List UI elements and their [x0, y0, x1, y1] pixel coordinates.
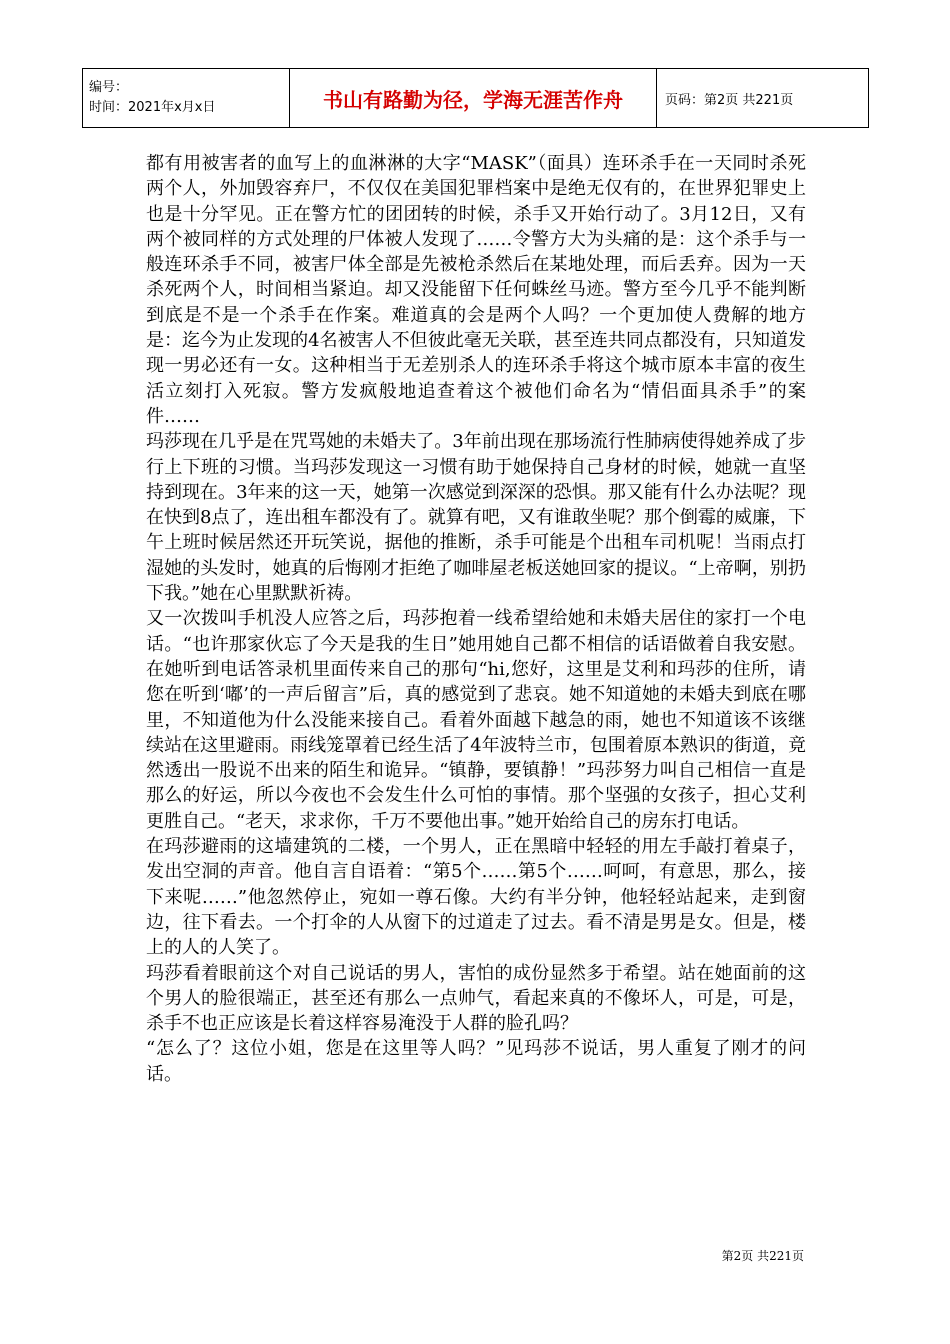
document-number-label: 编号：	[89, 80, 129, 95]
header-meta-cell	[83, 69, 290, 128]
paragraph-2: 玛莎现在几乎是在咒骂她的未婚夫了。3年前出现在那场流行性肺病使得她养成了步行上下班的习惯。当玛莎发现这一习惯有助于她保持自己身材的时候，她就一直坚持到现在。3年来的这一天，她第一次感觉到深深的恐惧。那又能有什么办法呢？现在快到8点了，连出租车都没有了。就算有吧，又有谁敢坐呢？那个倒霉的威廉，下午上班时候居然还开玩笑说，据他的推断，杀手可能是个出租车司机呢！当雨点打湿她的头发时，她真的后悔刚才拒绝了咖啡屋老板送她回家的提议。“上帝啊，别扔下我。”她在心里默默祈祷。	[146, 431, 806, 605]
document-date-label: 时间：2021年x月x日	[89, 100, 216, 115]
paragraph-6: “怎么了？这位小姐，您是在这里等人吗？”见玛莎不说话，男人重复了刚才的问话。	[146, 1038, 806, 1085]
page-header	[82, 68, 869, 128]
document-body	[146, 151, 806, 1087]
paragraph-3: 又一次拨叫手机没人应答之后，玛莎抱着一线希望给她和未婚夫居住的家打一个电话。“也许那家伙忘了今天是我的生日”她用她自己都不相信的话语做着自我安慰。在她听到电话答录机里面传来自己的那句“hi,您好，这里是艾利和玛莎的住所，请您在听到‘嘟’的一声后留言”后，真的感觉到了悲哀。她不知道她的未婚夫到底在哪里，不知道他为什么没能来接自己。看着外面越下越急的雨，她也不知道该不该继续站在这里避雨。雨线笼罩着已经生活了4年波特兰市，包围着原本熟识的街道，竟然透出一股说不出来的陌生和诡异。“镇静，要镇静！”玛莎努力叫自己相信一直是那么的好运，所以今夜也不会发生什么可怕的事情。那个坚强的女孩子，担心艾利更胜自己。“老天，求求你，千万不要他出事。”她开始给自己的房东打电话。	[146, 608, 806, 832]
header-motto-cell	[290, 69, 657, 128]
page-footer: 第2页 共221页	[721, 1249, 804, 1263]
paragraph-5: 玛莎看着眼前这个对自己说话的男人，害怕的成份显然多于希望。站在她面前的这个男人的脸很端正，甚至还有那么一点帅气，看起来真的不像坏人，可是，可是，杀手不也正应该是长着这样容易淹没于人群的脸孔吗？	[146, 962, 806, 1035]
header-page-code: 页码：第2页 共221页	[657, 69, 869, 128]
paragraph-4: 在玛莎避雨的这墙建筑的二楼，一个男人，正在黑暗中轻轻的用左手敲打着桌子，发出空洞的声音。他自言自语着：“第5个……第5个……呵呵，有意思，那么，接下来呢……”他忽然停止，宛如一尊石像。大约有半分钟，他轻轻站起来，走到窗边，往下看去。一个打伞的人从窗下的过道走了过去。看不清是男是女。但是，楼上的人的人笑了。	[146, 836, 806, 959]
paragraph-1: 都有用被害者的血写上的血淋淋的大字“MASK”（面具）连环杀手在一天同时杀死两个人，外加毁容弃尸，不仅仅在美国犯罪档案中是绝无仅有的，在世界犯罪史上也是十分罕见。正在警方忙的团团转的时候，杀手又开始行动了。3月12日，又有两个被同样的方式处理的尸体被人发现了……令警方大为头痛的是：这个杀手与一般连环杀手不同，被害尸体全部是先被枪杀然后在某地处理，而后丢弃。因为一天杀死两个人，时间相当紧迫。却又没能留下任何蛛丝马迹。警方至今几乎不能判断到底是不是一个杀手在作案。难道真的会是两个人吗？一个更加使人费解的地方是：迄今为止发现的4名被害人不但彼此毫无关联，甚至连共同点都没有，只知道发现一男必还有一女。这种相当于无差别杀人的连环杀手将这个城市原本丰富的夜生活立刻打入死寂。警方发疯般地追查着这个被他们命名为“情侣面具杀手”的案件……	[146, 153, 806, 427]
header-motto: 书山有路勤为径，学海无涯苦作舟	[323, 87, 623, 112]
